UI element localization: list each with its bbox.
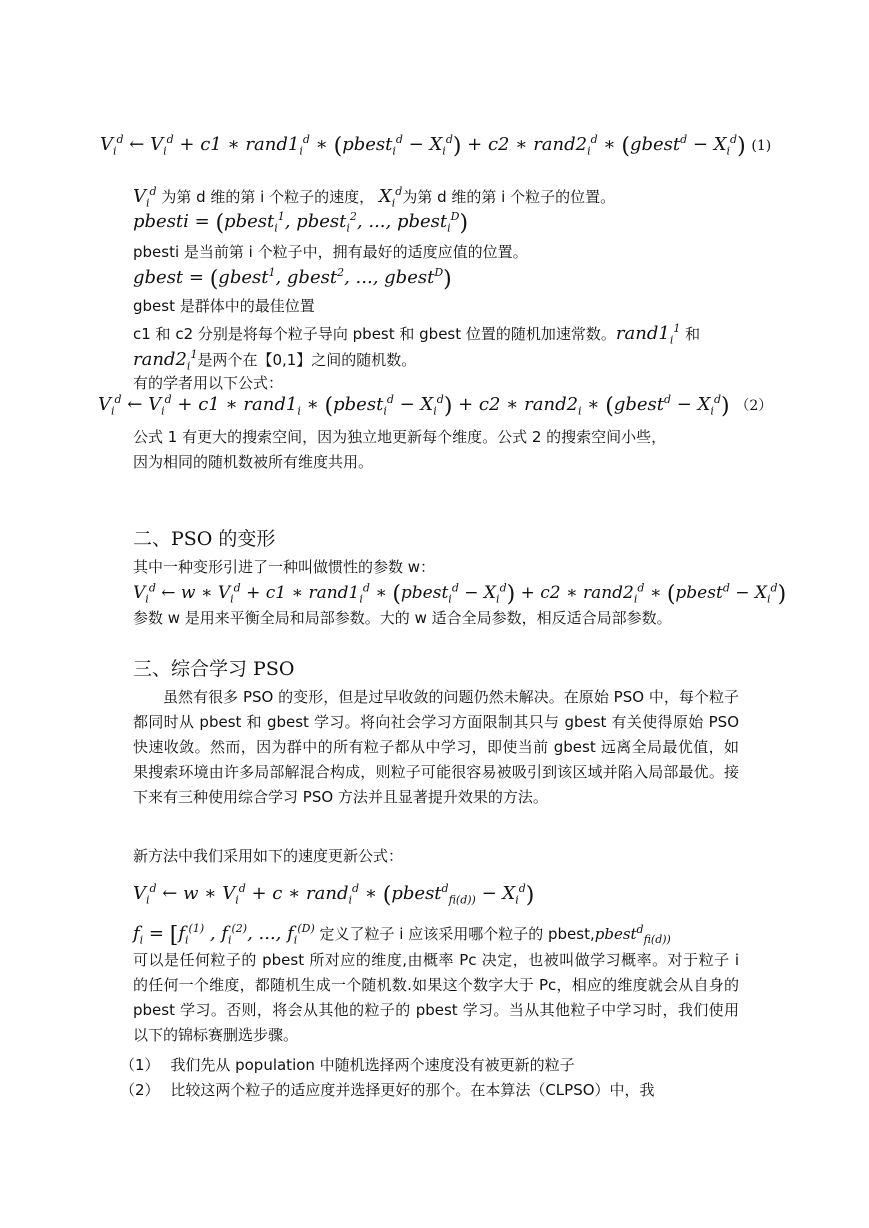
rand-desc: $rand2_i^1$是两个在【0,1】之间的随机数。: [133, 348, 417, 373]
scholars-line: 有的学者用以下公式：: [133, 374, 284, 392]
step-2-text: 比较这两个粒子的适应度并选择更好的那个。在本算法（CLPSO）中，我: [170, 1081, 655, 1099]
step-2: [120, 1080, 655, 1100]
formula-gbest: gbest = (gbest$^1$, gbest$^2$, ..., gbest$^D$): [133, 266, 452, 292]
velocity-position-desc: $V_i^d$ 为第 d 维的第 i 个粒子的速度， $X_i^d$为第 d 维的第 i 个粒子的位置。: [133, 185, 616, 210]
velocity-desc-text: 为第 d 维的第 i 个粒子的速度，: [161, 188, 375, 206]
position-desc-text: 为第 d 维的第 i 个粒子的位置。: [402, 188, 616, 206]
fi-definition-line: $f_i = [f_i^{(1)}$ , $f_i^{(2)}$, ..., $f_i^{(D)}$ 定义了粒子 i 应该采用哪个粒子的 pbest,pbest$^d_{fi(d))}$: [133, 922, 671, 948]
fi-desc-text: 定义了粒子 i 应该采用哪个粒子的 pbest,: [319, 925, 595, 943]
step-1-number: （1）: [120, 1056, 160, 1074]
pbest-desc: pbesti 是当前第 i 个粒子中，拥有最好的适度应值的位置。: [133, 243, 528, 261]
formula-velocity-update-1: $V_i^d$ ← $V_i^d + c1$ ∗ $rand1_i^d$ ∗ (pbest$_i^d$ − $X_i^d) + c2$ ∗ $rand2_i^d$ ∗ (gbest$^d$ − $X_i^d$) (1): [100, 133, 772, 159]
section-2-title: 二、PSO 的变形: [133, 528, 276, 550]
gbest-desc: gbest 是群体中的最佳位置: [133, 297, 315, 315]
step-2-number: （2）: [120, 1081, 160, 1099]
step-1: [120, 1055, 575, 1075]
learning-probability-paragraph: 可以是任何粒子的 pbest 所对应的维度,由概率 Pc 决定，也被叫做学习概率。对于粒子 i 的任何一个维度，都随机生成一个随机数.如果这个数字大于 Pc，相应的维度就会从自身的 pbest 学习。否则，将会从其他的粒子的 pbest 学习。当从其他粒子中学习时，我们使用以下的锦标赛删选步骤。: [133, 951, 739, 1044]
formula-2-number: （2）: [735, 398, 773, 414]
and-text: 和: [685, 325, 701, 343]
formula-inertia: $V_i^d$ ← w ∗ $V_i^d + c1$ ∗ $rand1_i^d$ ∗ (pbest$_i^d$ − $X_i^d) + c2$ ∗ $rand2_i^d$ ∗ (pbest$^d$ − $X_i^d$): [133, 581, 787, 607]
formula-velocity-update-2: $V_i^d$ ← $V_i^d + c1$ ∗ $rand1_i$ ∗ (pbest$_i^d$ − $X_i^d) + c2$ ∗ $rand2_i$ ∗ (gbest$^d$ − $X_i^d$) （2）: [98, 393, 773, 419]
formula-pbest: pbesti = (pbest$_i^1$, pbest$_i^2$, ..., pbest$_i^D$): [133, 210, 469, 236]
section-3-paragraph: 虽然有很多 PSO 的变形，但是过早收敛的问题仍然未解决。在原始 PSO 中，每个粒子都同时从 pbest 和 gbest 学习。将向社会学习方面限制其只与 gbest 有关使得原始 PSO 快速收敛。然而，因为群中的所有粒子都从中学习，即使当前 gbest 远离全局最优值，如果搜索环境由许多局部解混合构成，则粒子可能很容易被吸引到该区域并陷入局部最优。接下来有三种使用综合学习 PSO 方法并且显著提升效果的方法。: [133, 688, 739, 806]
formula-fi: $f_i = [f_i^{(1)}$ , $f_i^{(2)}$, ..., $f_i^{(D)}$: [133, 922, 315, 948]
c1-c2-desc: c1 和 c2 分别是将每个粒子导向 pbest 和 gbest 位置的随机加速常数。$rand1_i^1$ 和: [133, 322, 701, 347]
section-3-title: 三、综合学习 PSO: [133, 658, 295, 680]
rand-desc-text: 是两个在【0,1】之间的随机数。: [197, 351, 417, 369]
formula-clpso-velocity: $V_i^d$ ← w ∗ $V_i^d + c$ ∗ rand$_i^d$ ∗ (pbest$^d_{fi(d))}$ − $X_i^d$): [133, 882, 535, 908]
c1-c2-text: c1 和 c2 分别是将每个粒子导向 pbest 和 gbest 位置的随机加速常数。: [133, 325, 616, 343]
section-2-w-desc: 参数 w 是用来平衡全局和局部参数。大的 w 适合全局参数，相反适合局部参数。: [133, 609, 672, 627]
formula-1-number: (1): [751, 138, 772, 154]
compare-line-2: 因为相同的随机数被所有维度共用。: [133, 453, 374, 471]
new-formula-intro: 新方法中我们采用如下的速度更新公式：: [133, 847, 404, 865]
compare-line-1: 公式 1 有更大的搜索空间，因为独立地更新每个维度。公式 2 的搜索空间小些，: [133, 428, 667, 446]
step-1-text: 我们先从 population 中随机选择两个速度没有被更新的粒子: [170, 1056, 575, 1074]
section-2-intro: 其中一种变形引进了一种叫做惯性的参数 w：: [133, 558, 436, 576]
